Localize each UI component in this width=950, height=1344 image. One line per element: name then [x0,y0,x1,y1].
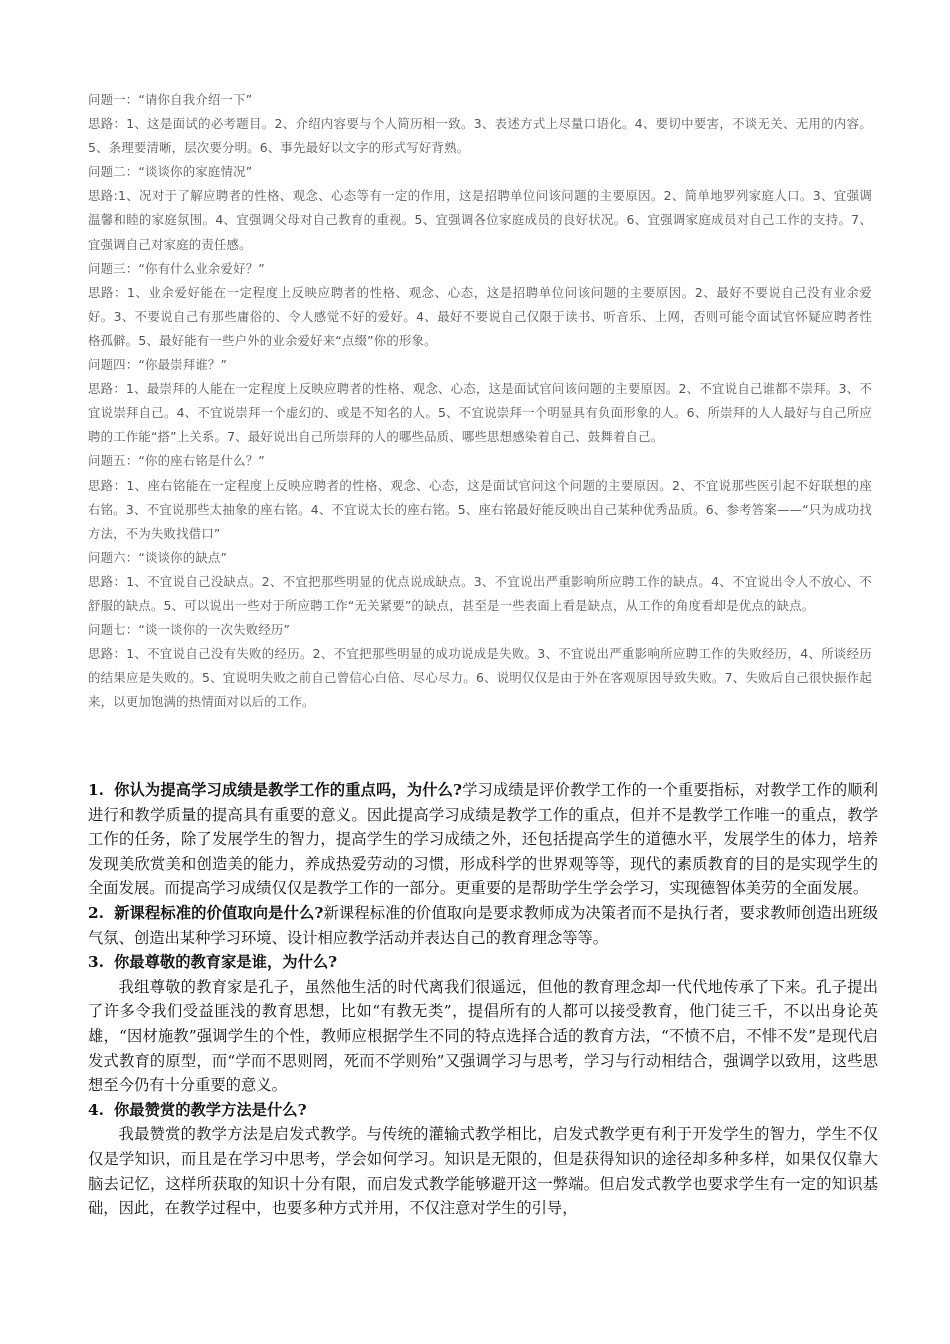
interview-answer: 思路：1、最崇拜的人能在一定程度上反映应聘者的性格、观念、心态，这是面试官问该问题的主要原因。2、不宜说自己谁都不崇拜。3、不宜说崇拜自己。4、不宜说崇拜一个虚幻的、或是不知名的人。5、不宜说崇拜一个明显具有负面形象的人。6、所崇拜的人人最好与自己所应聘的工作能“搭”上关系。7、最好说出自己所崇拜的人的哪些品质、哪些思想感染着自己、鼓舞着自己。 [88,381,872,445]
question-number: 1. [88,781,104,799]
interview-question: 问题二：“谈谈你的家庭情况” [88,164,253,180]
teaching-item [88,950,878,975]
question-number: 2. [88,903,104,922]
teaching-question: 新课程标准的价值取向是什么? [114,903,324,922]
interview-answer: 思路：1、不宜说自己没有失败的经历。2、不宜把那些明显的成功说成是失败。3、不宜说出严重影响所应聘工作的失败经历，4、所谈经历的结果应是失败的。5、宜说明失败之前自己曾信心白倍、尽心尽力。6、说明仅仅是由于外在客观原因导致失败。7、失败后自己很快振作起来，以更加饱满的热情面对以后的工作。 [88,646,872,710]
question-number: 3. [88,953,104,972]
interview-question: 问题五：“你的座右铭是什么？” [88,453,265,469]
teaching-item [88,901,878,950]
interview-question: 问题六：“谈谈你的缺点” [88,549,228,565]
interview-answer: 思路：1、不宜说自己没缺点。2、不宜把那些明显的优点说成缺点。3、不宜说出严重影响所应聘工作的缺点。4、不宜说出令人不放心、不舒服的缺点。5、可以说出一些对于所应聘工作“无关紧要”的缺点，甚至是一些表面上看是缺点，从工作的角度看却是优点的缺点。 [88,573,872,613]
teaching-answer: 学习成绩是评价教学工作的一个重要指标，对教学工作的顺利进行和教学质量的提高具有重要的意义。因此提高学习成绩是教学工作的重点，但并不是教学工作唯一的重点，教学工作的任务，除了发展学生的智力，提高学生的学习成绩之外，还包括提高学生的道德水平，发展学生的体力，培养发现美欣赏美和创造美的能力，养成热爱劳动的习惯，形成科学的世界观等等，现代的素质教育的目的是实现学生的全面发展。而提高学习成绩仅仅是教学工作的一部分。更重要的是帮助学生学会学习，实现德智体美劳的全面发展。 [88,781,878,898]
question-number: 4. [88,1100,104,1119]
teaching-qa-section [88,778,878,1221]
interview-answer: 思路:1、况对于了解应聘者的性格、观念、心态等有一定的作用，这是招聘单位问该问题的主要原因。2、简单地罗列家庭人口。3、宜强调温馨和睦的家庭氛围。4、宜强调父母对自己教育的重视。5、宜强调各位家庭成员的良好状况。6、宜强调家庭成员对自己工作的支持。7、宜强调自己对家庭的责任感。 [88,188,872,252]
interview-qa-section [88,88,872,714]
teaching-question: 你最赞赏的教学方法是什么? [114,1100,307,1119]
teaching-question: 你认为提高学习成绩是教学工作的重点吗，为什么? [114,781,463,799]
teaching-item [88,1098,878,1123]
teaching-item [88,778,878,901]
teaching-answer-paragraph: 我组尊敬的教育家是孔子，虽然他生活的时代离我们很遥远，但他的教育理念却一代代地传承了下来。孔子提出了许多令我们受益匪浅的教育思想，比如“有教无类”，提倡所有的人都可以接受教育，他门徒三千，不以出身论英雄，“因材施教”强调学生的个性，教师应根据学生不同的特点选择合适的教育方法，“不愤不启，不悱不发”是现代启发式教育的原型，而“学而不思则罔，死而不学则殆”又强调学习与思考，学习与行动相结合，强调学以致用，这些思想至今仍有十分重要的意义。 [88,977,878,1095]
teaching-answer: 新课程标准的价值取向是要求教师成为决策者而不是执行者，要求教师创造出班级气氛、创造出某种学习环境、设计相应教学活动并表达自己的教育理念等等。 [88,903,878,947]
interview-answer: 思路：1、座右铭能在一定程度上反映应聘者的性格、观念、心态，这是面试官问这个问题的主要原因。2、不宜说那些医引起不好联想的座右铭。3、不宜说那些太抽象的座右铭。4、不宜说太长的座右铭。5、座右铭最好能反映出自己某种优秀品质。6、参考答案——“只为成功找方法，不为失败找借口” [88,477,872,541]
interview-question: 问题四：“你最崇拜谁？” [88,357,228,373]
teaching-question: 你最尊敬的教育家是谁，为什么? [114,953,338,972]
interview-question: 问题三：“你有什么业余爱好？” [88,260,265,276]
interview-answer: 思路：1、这是面试的必考题目。2、介绍内容要与个人简历相一致。3、表述方式上尽量口语化。4、要切中要害，不谈无关、无用的内容。5、条理要清晰，层次要分明。6、事先最好以文字的形式写好背熟。 [88,116,872,156]
interview-question: 问题一：“请你自我介绍一下” [88,92,253,107]
interview-answer: 思路：1、业余爱好能在一定程度上反映应聘者的性格、观念、心态，这是招聘单位问该问题的主要原因。2、最好不要说自己没有业余爱好。3、不要说自己有那些庸俗的、令人感觉不好的爱好。4、最好不要说自己仅限于读书、听音乐、上网，否则可能令面试官怀疑应聘者性格孤僻。5、最好能有一些户外的业余爱好来“点缀”你的形象。 [88,284,872,348]
interview-question: 问题七：“谈一谈你的一次失败经历” [88,622,291,638]
teaching-answer-paragraph: 我最赞赏的教学方法是启发式教学。与传统的灌输式教学相比，启发式教学更有利于开发学生的智力，学生不仅仅是学知识，而且是在学习中思考，学会如何学习。知识是无限的，但是获得知识的途径却多种多样，如果仅仅靠大脑去记忆，这样所获取的知识十分有限，而启发式教学能够避开这一弊端。但启发式教学也要求学生有一定的知识基础，因此，在教学过程中，也要多种方式并用，不仅注意对学生的引导， [88,1125,878,1218]
